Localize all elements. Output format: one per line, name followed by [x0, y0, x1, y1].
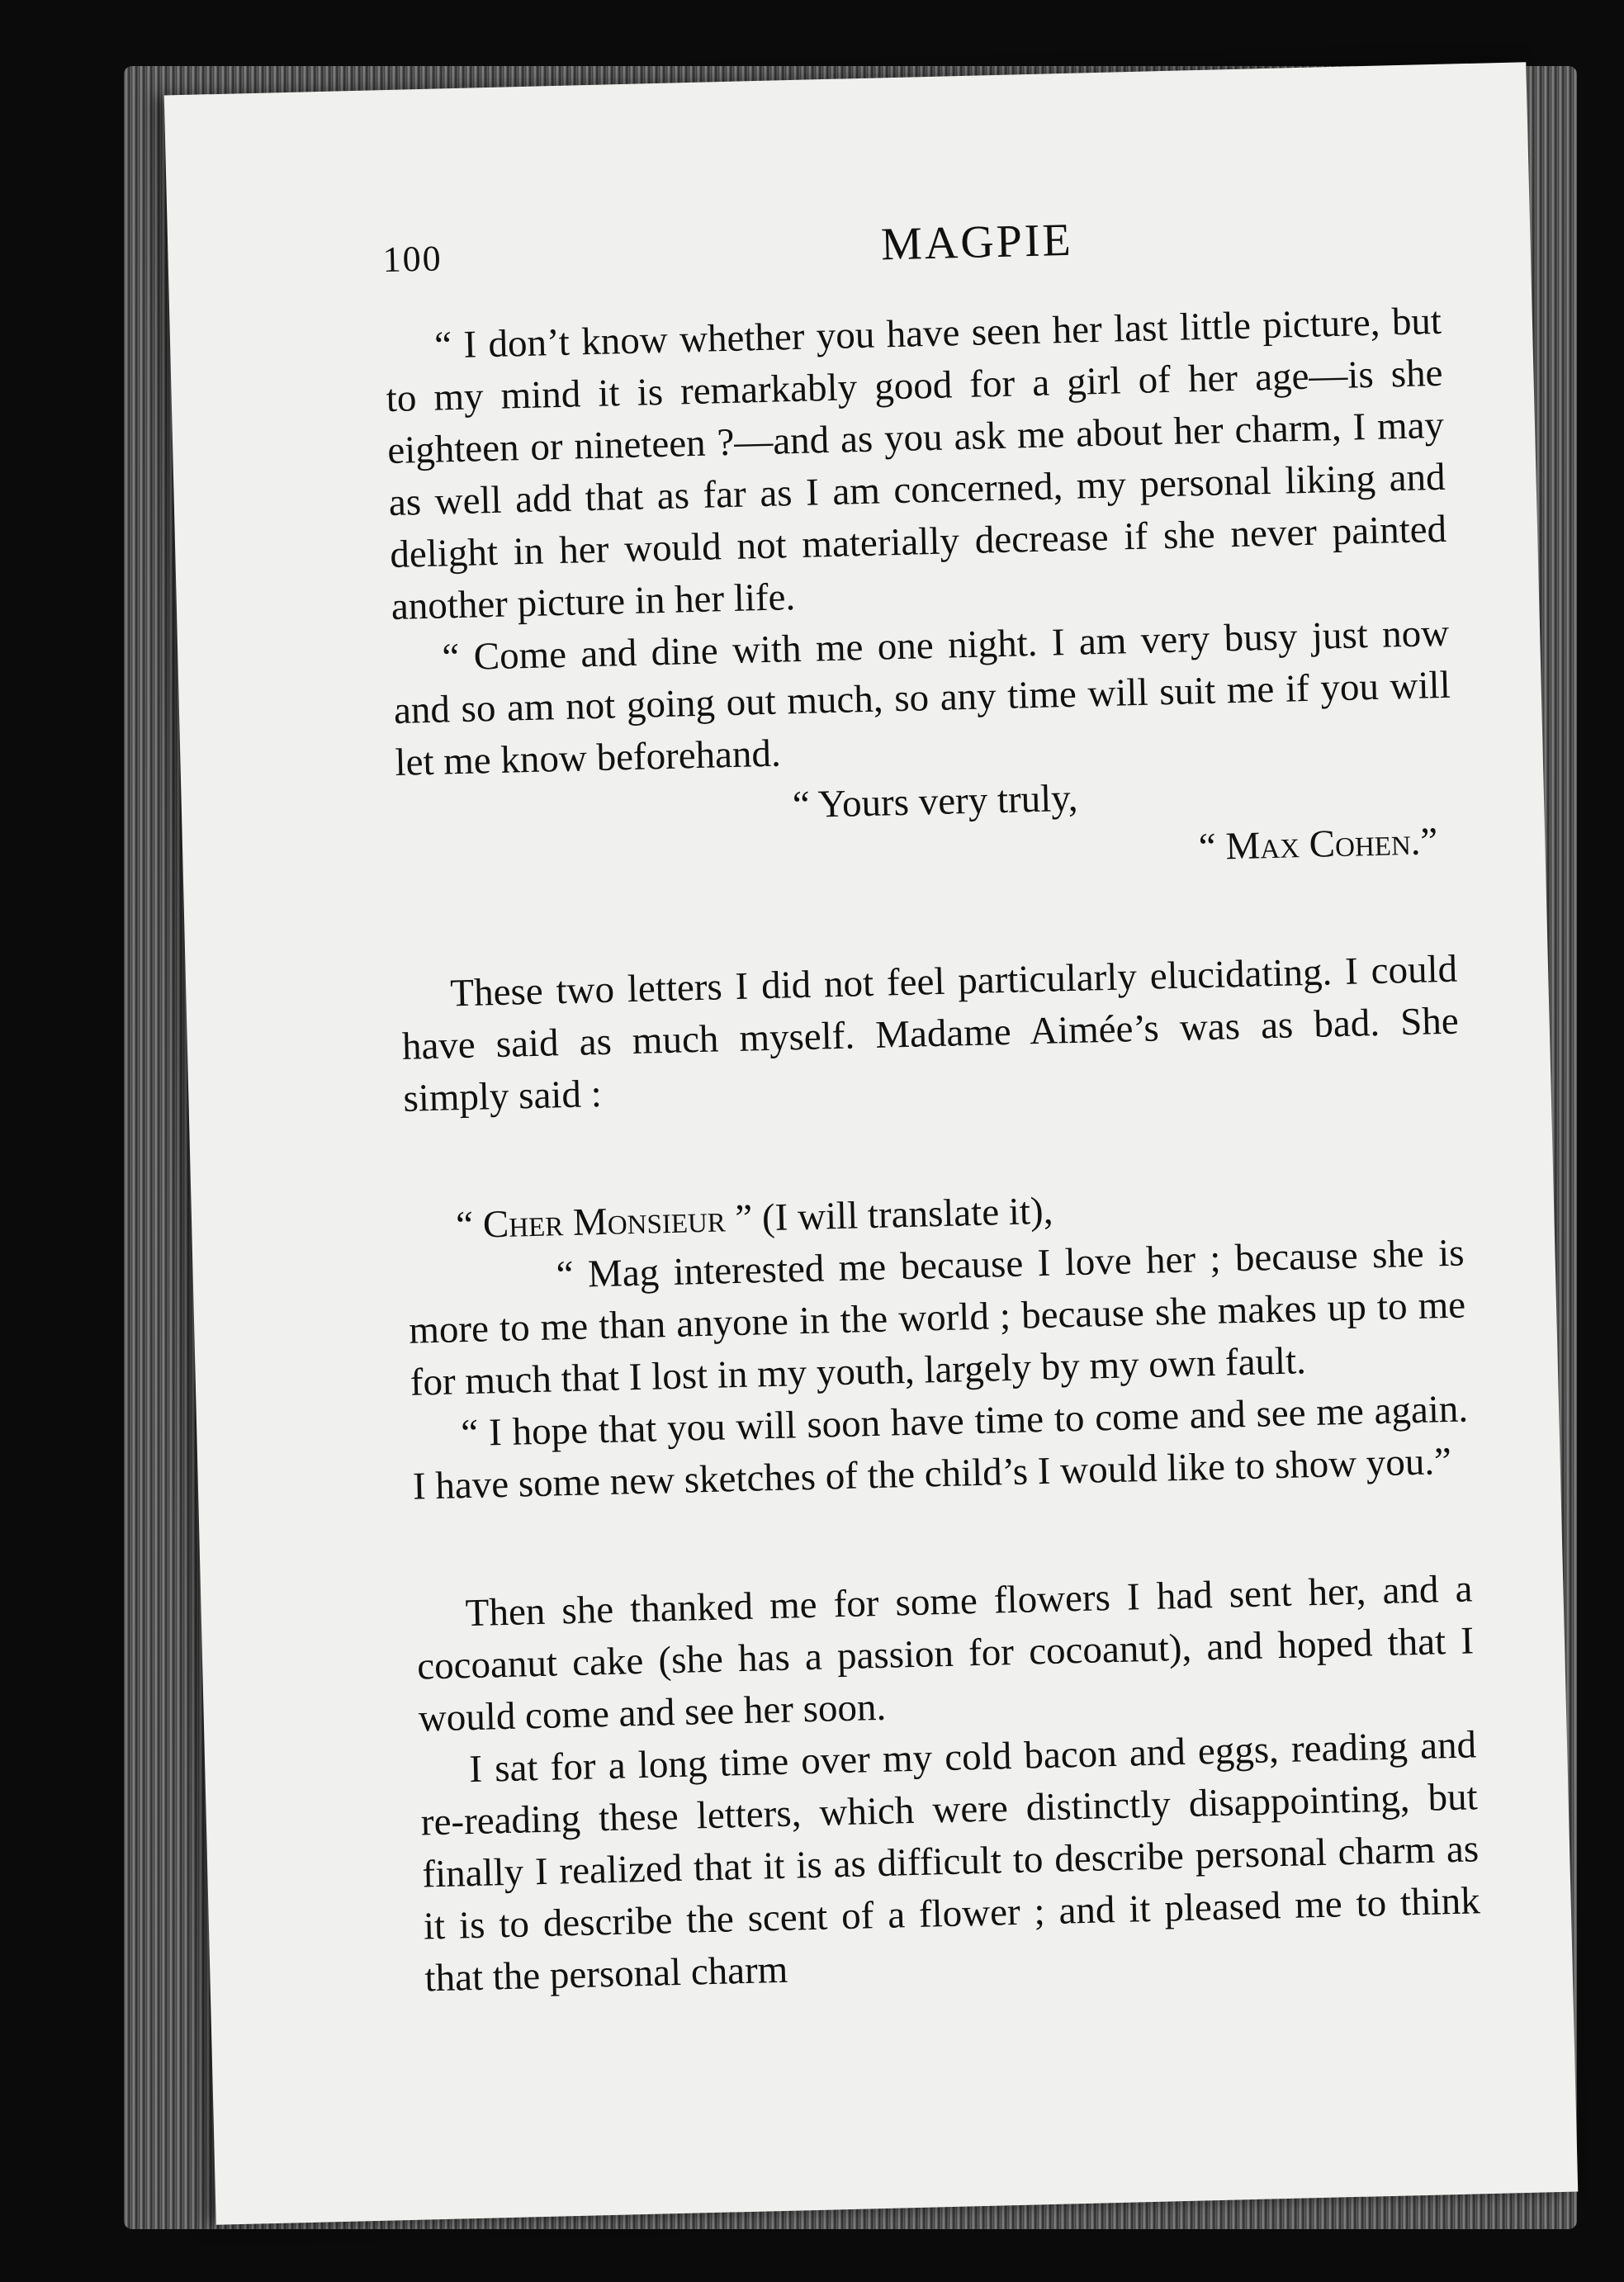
letter1-paragraph-2: “ Come and dine with me one night. I am very busy just now and so am not going out much, so any time will suit me if you will let me know beforehand. — [393, 611, 1451, 784]
page-number: 100 — [382, 238, 443, 281]
page-header — [382, 202, 1540, 296]
letter1-closing: “ Yours very truly, — [792, 776, 1079, 827]
letter2-salutation-note: (I will translate it), — [751, 1189, 1053, 1240]
running-title: MAGPIE — [880, 214, 1074, 271]
page-body — [384, 296, 1481, 2005]
narrative2-paragraph-2: I sat for a long time over my cold bacon and eggs, reading and re-reading these letters, which were distinctly disappointing, but finally I realized that it is as difficult to describe personal charm as it is to describe the scent of a flower ; and it pleased me to think that the personal charm — [420, 1723, 1481, 2000]
book-page — [164, 62, 1579, 2225]
letter2-paragraph-2: “ I hope that you will soon have time to come and see me again. I have some new sketches of the child’s I would like to show you.” — [412, 1387, 1469, 1508]
letter1-paragraph-1: “ I don’t know whether you have seen her last little picture, but to my mind it is remarkably good for a girl of her age—is she eighteen or nineteen ?—and as you ask me about her charm, I may as well add that as far as I am concerned, my personal liking and delight in her would not materially decrease if she never painted another picture in her life. — [386, 299, 1447, 628]
letter2-paragraph-1: “ Mag interested me because I love her ; because she is more to me than anyone in the world ; because she makes up to me for much that I lost in my youth, largely by my own fault. — [408, 1231, 1466, 1404]
letter2-salutation-name: “ Cher Monsieur ” — [455, 1196, 753, 1248]
letter1-signature: “ Max Cohen.” — [1198, 820, 1438, 869]
narrative-paragraph-1: These two letters I did not feel particularly elucidating. I could have said as much myself. Madame Aimée’s was as bad. She simply said : — [401, 947, 1460, 1120]
narrative2-paragraph-1: Then she thanked me for some flowers I had sent her, and a cocoanut cake (she has a passion for cocoanut), and hoped that I would come and see her soon. — [416, 1567, 1475, 1740]
